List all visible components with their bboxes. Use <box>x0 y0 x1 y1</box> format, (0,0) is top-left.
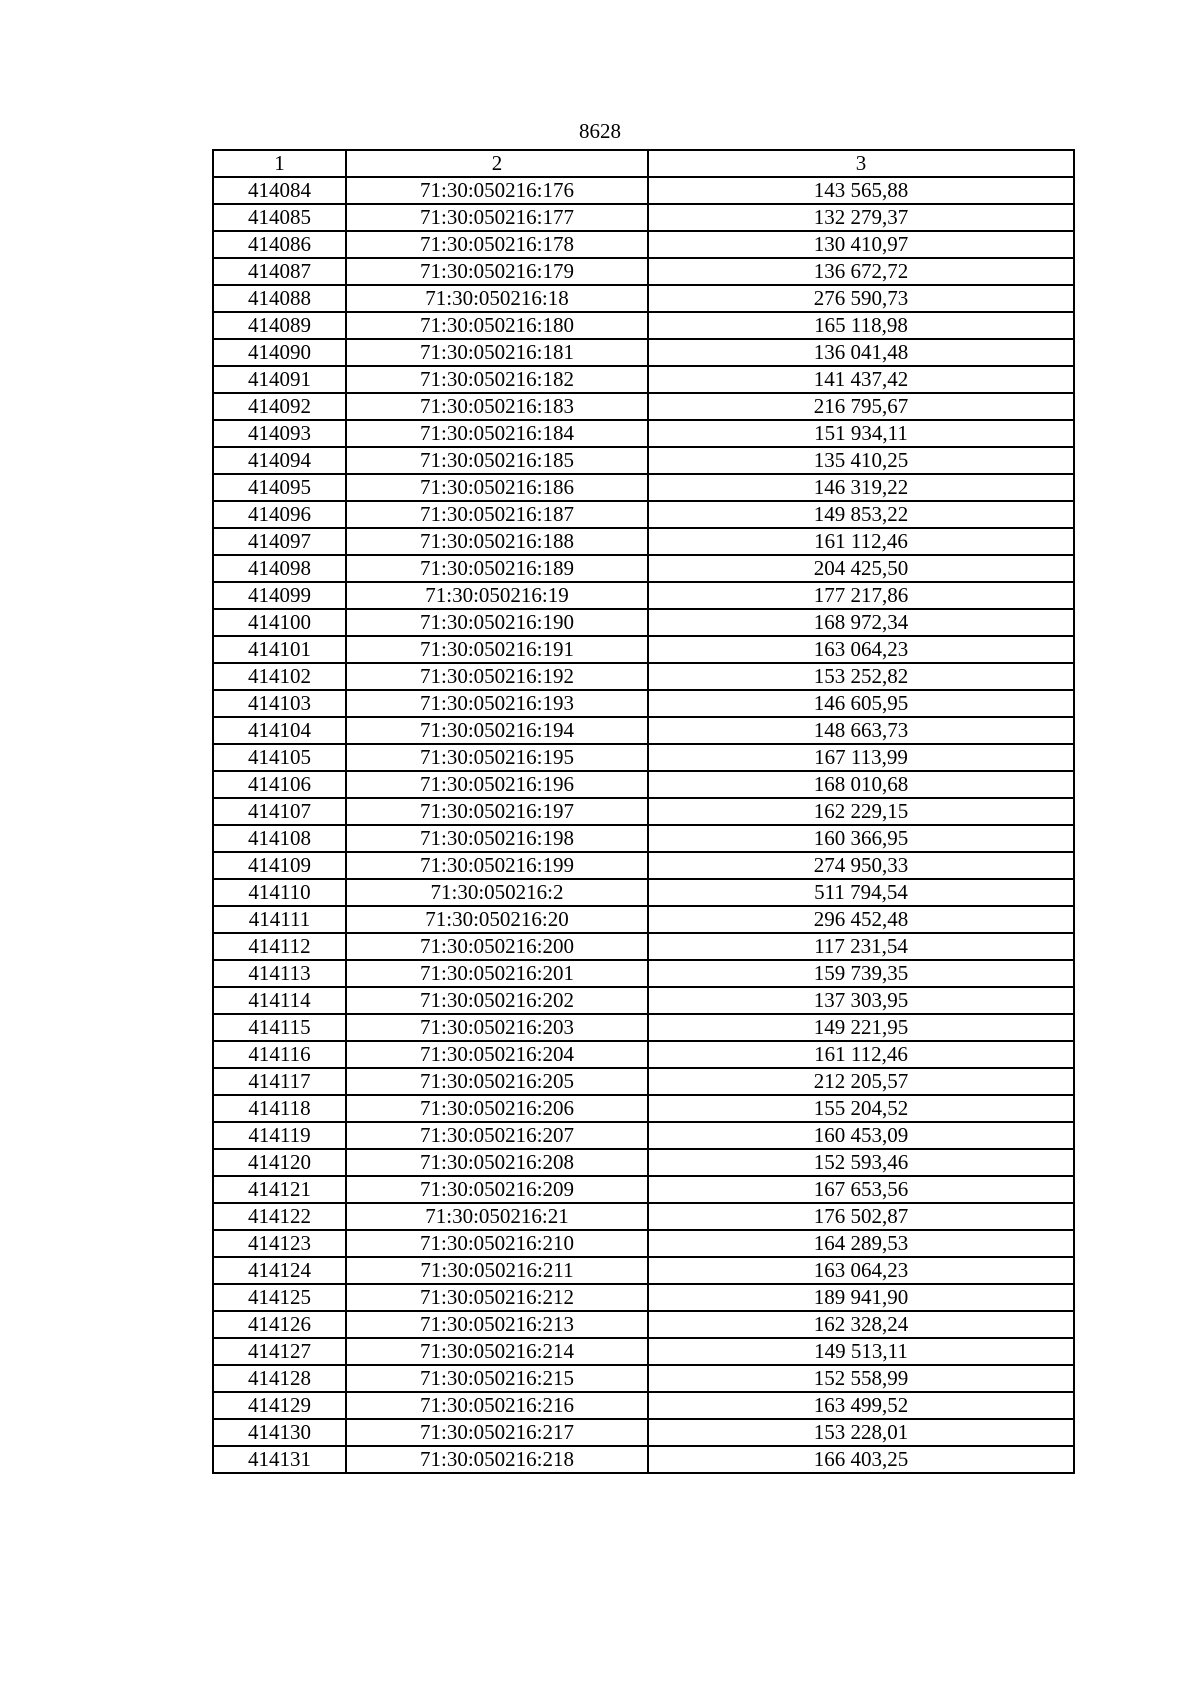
cadastral-number-cell: 71:30:050216:205 <box>346 1068 648 1095</box>
row-number-cell: 414111 <box>213 906 346 933</box>
cadastral-number-cell: 71:30:050216:178 <box>346 231 648 258</box>
row-number-cell: 414115 <box>213 1014 346 1041</box>
cadastral-number-cell: 71:30:050216:19 <box>346 582 648 609</box>
row-number-cell: 414107 <box>213 798 346 825</box>
table-row <box>213 1230 1074 1257</box>
row-number-cell: 414090 <box>213 339 346 366</box>
table-row <box>213 636 1074 663</box>
table-row <box>213 204 1074 231</box>
table-row <box>213 1419 1074 1446</box>
value-cell: 166 403,25 <box>648 1446 1074 1473</box>
value-cell: 167 653,56 <box>648 1176 1074 1203</box>
column-header-3: 3 <box>648 150 1074 177</box>
cadastral-number-cell: 71:30:050216:218 <box>346 1446 648 1473</box>
table-row <box>213 582 1074 609</box>
value-cell: 165 118,98 <box>648 312 1074 339</box>
value-cell: 176 502,87 <box>648 1203 1074 1230</box>
cadastral-number-cell: 71:30:050216:193 <box>346 690 648 717</box>
cadastral-number-cell: 71:30:050216:208 <box>346 1149 648 1176</box>
table-body <box>213 150 1074 1473</box>
value-cell: 160 453,09 <box>648 1122 1074 1149</box>
row-number-cell: 414092 <box>213 393 346 420</box>
cadastral-number-cell: 71:30:050216:176 <box>346 177 648 204</box>
table-row <box>213 1365 1074 1392</box>
cadastral-number-cell: 71:30:050216:198 <box>346 825 648 852</box>
cadastral-number-cell: 71:30:050216:212 <box>346 1284 648 1311</box>
row-number-cell: 414085 <box>213 204 346 231</box>
value-cell: 143 565,88 <box>648 177 1074 204</box>
table-row <box>213 771 1074 798</box>
table-header-row <box>213 150 1074 177</box>
table-row <box>213 690 1074 717</box>
cadastral-number-cell: 71:30:050216:21 <box>346 1203 648 1230</box>
value-cell: 151 934,11 <box>648 420 1074 447</box>
cadastral-number-cell: 71:30:050216:18 <box>346 285 648 312</box>
table-row <box>213 879 1074 906</box>
row-number-cell: 414112 <box>213 933 346 960</box>
value-cell: 149 853,22 <box>648 501 1074 528</box>
row-number-cell: 414093 <box>213 420 346 447</box>
value-cell: 168 010,68 <box>648 771 1074 798</box>
row-number-cell: 414118 <box>213 1095 346 1122</box>
row-number-cell: 414127 <box>213 1338 346 1365</box>
value-cell: 164 289,53 <box>648 1230 1074 1257</box>
row-number-cell: 414091 <box>213 366 346 393</box>
row-number-cell: 414114 <box>213 987 346 1014</box>
row-number-cell: 414087 <box>213 258 346 285</box>
row-number-cell: 414119 <box>213 1122 346 1149</box>
column-header-1: 1 <box>213 150 346 177</box>
table-row <box>213 798 1074 825</box>
table-row <box>213 366 1074 393</box>
value-cell: 204 425,50 <box>648 555 1074 582</box>
cadastral-number-cell: 71:30:050216:20 <box>346 906 648 933</box>
cadastral-number-cell: 71:30:050216:191 <box>346 636 648 663</box>
value-cell: 162 328,24 <box>648 1311 1074 1338</box>
row-number-cell: 414125 <box>213 1284 346 1311</box>
table-row <box>213 852 1074 879</box>
table-row <box>213 528 1074 555</box>
column-header-2: 2 <box>346 150 648 177</box>
cadastral-number-cell: 71:30:050216:182 <box>346 366 648 393</box>
row-number-cell: 414096 <box>213 501 346 528</box>
table-row <box>213 744 1074 771</box>
table-row <box>213 1122 1074 1149</box>
row-number-cell: 414100 <box>213 609 346 636</box>
value-cell: 152 558,99 <box>648 1365 1074 1392</box>
value-cell: 189 941,90 <box>648 1284 1074 1311</box>
page-number: 8628 <box>579 119 621 143</box>
cadastral-number-cell: 71:30:050216:196 <box>346 771 648 798</box>
cadastral-number-cell: 71:30:050216:181 <box>346 339 648 366</box>
row-number-cell: 414088 <box>213 285 346 312</box>
value-cell: 153 252,82 <box>648 663 1074 690</box>
row-number-cell: 414095 <box>213 474 346 501</box>
value-cell: 159 739,35 <box>648 960 1074 987</box>
cadastral-number-cell: 71:30:050216:185 <box>346 447 648 474</box>
value-cell: 177 217,86 <box>648 582 1074 609</box>
table-row <box>213 501 1074 528</box>
value-cell: 141 437,42 <box>648 366 1074 393</box>
row-number-cell: 414123 <box>213 1230 346 1257</box>
table-row <box>213 393 1074 420</box>
table-row <box>213 1392 1074 1419</box>
cadastral-number-cell: 71:30:050216:207 <box>346 1122 648 1149</box>
table-row <box>213 1284 1074 1311</box>
value-cell: 168 972,34 <box>648 609 1074 636</box>
value-cell: 146 605,95 <box>648 690 1074 717</box>
cadastral-number-cell: 71:30:050216:203 <box>346 1014 648 1041</box>
value-cell: 117 231,54 <box>648 933 1074 960</box>
row-number-cell: 414102 <box>213 663 346 690</box>
cadastral-number-cell: 71:30:050216:214 <box>346 1338 648 1365</box>
table-row <box>213 825 1074 852</box>
row-number-cell: 414098 <box>213 555 346 582</box>
value-cell: 135 410,25 <box>648 447 1074 474</box>
table-row <box>213 258 1074 285</box>
row-number-cell: 414106 <box>213 771 346 798</box>
table-row <box>213 1041 1074 1068</box>
table-row <box>213 1338 1074 1365</box>
table-row <box>213 1311 1074 1338</box>
value-cell: 155 204,52 <box>648 1095 1074 1122</box>
row-number-cell: 414113 <box>213 960 346 987</box>
cadastral-number-cell: 71:30:050216:187 <box>346 501 648 528</box>
cadastral-number-cell: 71:30:050216:186 <box>346 474 648 501</box>
cadastral-number-cell: 71:30:050216:206 <box>346 1095 648 1122</box>
cadastral-number-cell: 71:30:050216:195 <box>346 744 648 771</box>
table-row <box>213 1068 1074 1095</box>
cadastral-number-cell: 71:30:050216:184 <box>346 420 648 447</box>
row-number-cell: 414097 <box>213 528 346 555</box>
row-number-cell: 414122 <box>213 1203 346 1230</box>
value-cell: 149 221,95 <box>648 1014 1074 1041</box>
cadastral-number-cell: 71:30:050216:210 <box>346 1230 648 1257</box>
row-number-cell: 414086 <box>213 231 346 258</box>
row-number-cell: 414130 <box>213 1419 346 1446</box>
value-cell: 161 112,46 <box>648 528 1074 555</box>
row-number-cell: 414121 <box>213 1176 346 1203</box>
table-row <box>213 1176 1074 1203</box>
table-row <box>213 555 1074 582</box>
table-row <box>213 1446 1074 1473</box>
value-cell: 274 950,33 <box>648 852 1074 879</box>
row-number-cell: 414126 <box>213 1311 346 1338</box>
cadastral-number-cell: 71:30:050216:179 <box>346 258 648 285</box>
table-row <box>213 1203 1074 1230</box>
row-number-cell: 414094 <box>213 447 346 474</box>
value-cell: 162 229,15 <box>648 798 1074 825</box>
value-cell: 137 303,95 <box>648 987 1074 1014</box>
value-cell: 163 064,23 <box>648 1257 1074 1284</box>
value-cell: 130 410,97 <box>648 231 1074 258</box>
value-cell: 132 279,37 <box>648 204 1074 231</box>
value-cell: 296 452,48 <box>648 906 1074 933</box>
table-row <box>213 1095 1074 1122</box>
value-cell: 163 064,23 <box>648 636 1074 663</box>
row-number-cell: 414117 <box>213 1068 346 1095</box>
row-number-cell: 414099 <box>213 582 346 609</box>
value-cell: 216 795,67 <box>648 393 1074 420</box>
cadastral-number-cell: 71:30:050216:188 <box>346 528 648 555</box>
value-cell: 148 663,73 <box>648 717 1074 744</box>
row-number-cell: 414089 <box>213 312 346 339</box>
table-row <box>213 231 1074 258</box>
data-table <box>212 149 1075 1474</box>
table-row <box>213 1257 1074 1284</box>
cadastral-number-cell: 71:30:050216:209 <box>346 1176 648 1203</box>
row-number-cell: 414105 <box>213 744 346 771</box>
value-cell: 276 590,73 <box>648 285 1074 312</box>
cadastral-number-cell: 71:30:050216:204 <box>346 1041 648 1068</box>
cadastral-number-cell: 71:30:050216:215 <box>346 1365 648 1392</box>
value-cell: 160 366,95 <box>648 825 1074 852</box>
table-row <box>213 1014 1074 1041</box>
row-number-cell: 414120 <box>213 1149 346 1176</box>
value-cell: 136 672,72 <box>648 258 1074 285</box>
cadastral-number-cell: 71:30:050216:201 <box>346 960 648 987</box>
table-row <box>213 717 1074 744</box>
cadastral-number-cell: 71:30:050216:200 <box>346 933 648 960</box>
table-row <box>213 474 1074 501</box>
cadastral-number-cell: 71:30:050216:202 <box>346 987 648 1014</box>
cadastral-number-cell: 71:30:050216:199 <box>346 852 648 879</box>
value-cell: 149 513,11 <box>648 1338 1074 1365</box>
table-row <box>213 447 1074 474</box>
cadastral-number-cell: 71:30:050216:217 <box>346 1419 648 1446</box>
row-number-cell: 414110 <box>213 879 346 906</box>
table-row <box>213 1149 1074 1176</box>
table-row <box>213 420 1074 447</box>
table-row <box>213 987 1074 1014</box>
table-row <box>213 663 1074 690</box>
row-number-cell: 414108 <box>213 825 346 852</box>
cadastral-number-cell: 71:30:050216:216 <box>346 1392 648 1419</box>
cadastral-number-cell: 71:30:050216:183 <box>346 393 648 420</box>
value-cell: 161 112,46 <box>648 1041 1074 1068</box>
table-row <box>213 339 1074 366</box>
value-cell: 163 499,52 <box>648 1392 1074 1419</box>
row-number-cell: 414104 <box>213 717 346 744</box>
row-number-cell: 414103 <box>213 690 346 717</box>
table-row <box>213 906 1074 933</box>
row-number-cell: 414131 <box>213 1446 346 1473</box>
cadastral-number-cell: 71:30:050216:190 <box>346 609 648 636</box>
cadastral-number-cell: 71:30:050216:180 <box>346 312 648 339</box>
cadastral-number-cell: 71:30:050216:192 <box>346 663 648 690</box>
value-cell: 136 041,48 <box>648 339 1074 366</box>
row-number-cell: 414128 <box>213 1365 346 1392</box>
row-number-cell: 414129 <box>213 1392 346 1419</box>
row-number-cell: 414116 <box>213 1041 346 1068</box>
value-cell: 152 593,46 <box>648 1149 1074 1176</box>
table-row <box>213 177 1074 204</box>
table-row <box>213 609 1074 636</box>
cadastral-number-cell: 71:30:050216:177 <box>346 204 648 231</box>
value-cell: 212 205,57 <box>648 1068 1074 1095</box>
table-row <box>213 285 1074 312</box>
value-cell: 153 228,01 <box>648 1419 1074 1446</box>
cadastral-number-cell: 71:30:050216:197 <box>346 798 648 825</box>
row-number-cell: 414109 <box>213 852 346 879</box>
table-row <box>213 312 1074 339</box>
cadastral-number-cell: 71:30:050216:189 <box>346 555 648 582</box>
cadastral-number-cell: 71:30:050216:194 <box>346 717 648 744</box>
value-cell: 167 113,99 <box>648 744 1074 771</box>
value-cell: 511 794,54 <box>648 879 1074 906</box>
table-row <box>213 960 1074 987</box>
row-number-cell: 414101 <box>213 636 346 663</box>
row-number-cell: 414084 <box>213 177 346 204</box>
value-cell: 146 319,22 <box>648 474 1074 501</box>
row-number-cell: 414124 <box>213 1257 346 1284</box>
cadastral-number-cell: 71:30:050216:213 <box>346 1311 648 1338</box>
cadastral-number-cell: 71:30:050216:2 <box>346 879 648 906</box>
table-row <box>213 933 1074 960</box>
cadastral-number-cell: 71:30:050216:211 <box>346 1257 648 1284</box>
